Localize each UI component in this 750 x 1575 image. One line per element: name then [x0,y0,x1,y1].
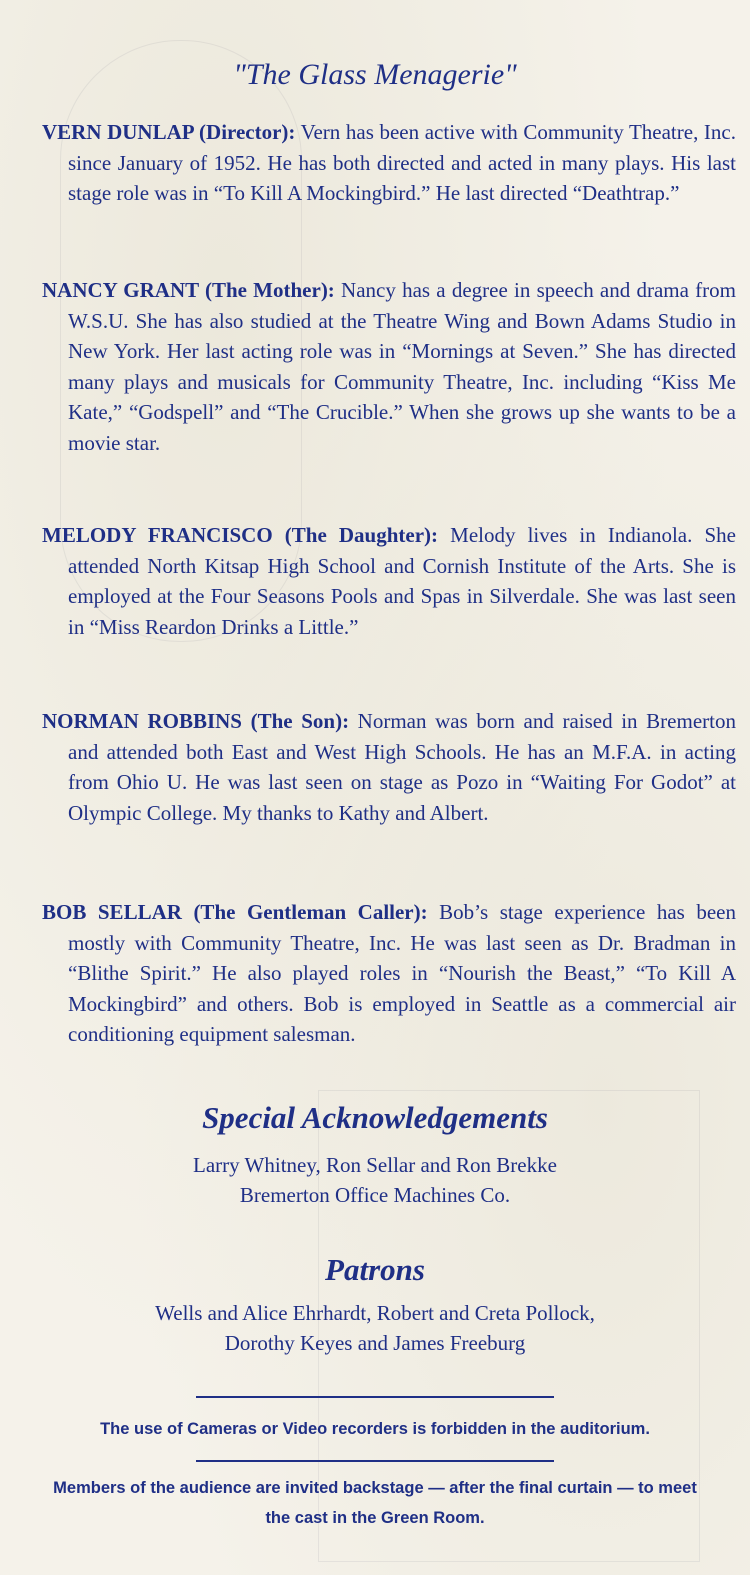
patrons-heading: Patrons [325,1252,425,1287]
divider-rule [196,1460,554,1462]
bio-text: Melody lives in Indianola. She attended North Kitsap High School and Cornish Institute of the Arts. She is employed at the Four Seasons Pools and Spas in Silverdale. She was last seen in “Miss Reardon Drinks a Little.” [68,523,736,639]
patrons-line: Wells and Alice Ehrhardt, Robert and Creta Pollock, [155,1301,595,1325]
play-title: "The Glass Menagerie" [233,58,517,91]
bio-name: VERN DUNLAP (Director): [42,120,296,144]
bio-nancy-grant [42,275,736,458]
bio-norman-robbins [42,706,736,828]
bio-text: Vern has been active with Community Theatre, Inc. since January of 1952. He has both directed and acted in many plays. His last stage role was in “To Kill A Mockingbird.” He last directed “Deathtrap.” [68,120,736,205]
patrons-line: Dorothy Keyes and James Freeburg [224,1331,526,1355]
backstage-notice: Members of the audience are invited backstage — after the final curtain — to meet the cast in the Green Room. [53,1479,697,1527]
bio-bob-sellar [42,897,736,1050]
bio-text: Norman was born and raised in Bremerton and attended both East and West High Schools. He has an M.F.A. in acting from Ohio U. He was last seen on stage as Pozo in “Waiting For Godot” at Olympic College. My thanks to Kathy and Albert. [68,709,736,825]
acknowledgements-heading: Special Acknowledgements [202,1100,548,1135]
acknowledgement-line: Larry Whitney, Ron Sellar and Ron Brekke [193,1153,557,1177]
bio-text: Nancy has a degree in speech and drama from W.S.U. She has also studied at the Theatre Wing and Bown Adams Studio in New York. Her last acting role was in “Mornings at Seven.” She has directed many plays and musicals for Community Theatre, Inc. including “Kiss Me Kate,” “Godspell” and “The Crucible.” When she grows up she wants to be a movie star. [68,278,736,455]
bio-name: NANCY GRANT (The Mother): [42,278,335,302]
bio-melody-francisco [42,520,736,642]
camera-notice: The use of Cameras or Video recorders is forbidden in the auditorium. [100,1420,650,1438]
acknowledgement-line: Bremerton Office Machines Co. [239,1183,511,1207]
bio-name: BOB SELLAR (The Gentleman Caller): [42,900,428,924]
bio-text: Bob’s stage experience has been mostly with Community Theatre, Inc. He was last seen as Dr. Bradman in “Blithe Spirit.” He also played roles in “Nourish the Beast,” “To Kill A Mockingbird” and others. Bob is employed in Seattle as a commercial air conditioning equipment salesman. [68,900,737,1046]
bio-name: MELODY FRANCISCO (The Daughter): [42,523,439,547]
bio-vern-dunlap [42,117,736,209]
divider-rule [196,1396,554,1398]
bio-name: NORMAN ROBBINS (The Son): [42,709,350,733]
